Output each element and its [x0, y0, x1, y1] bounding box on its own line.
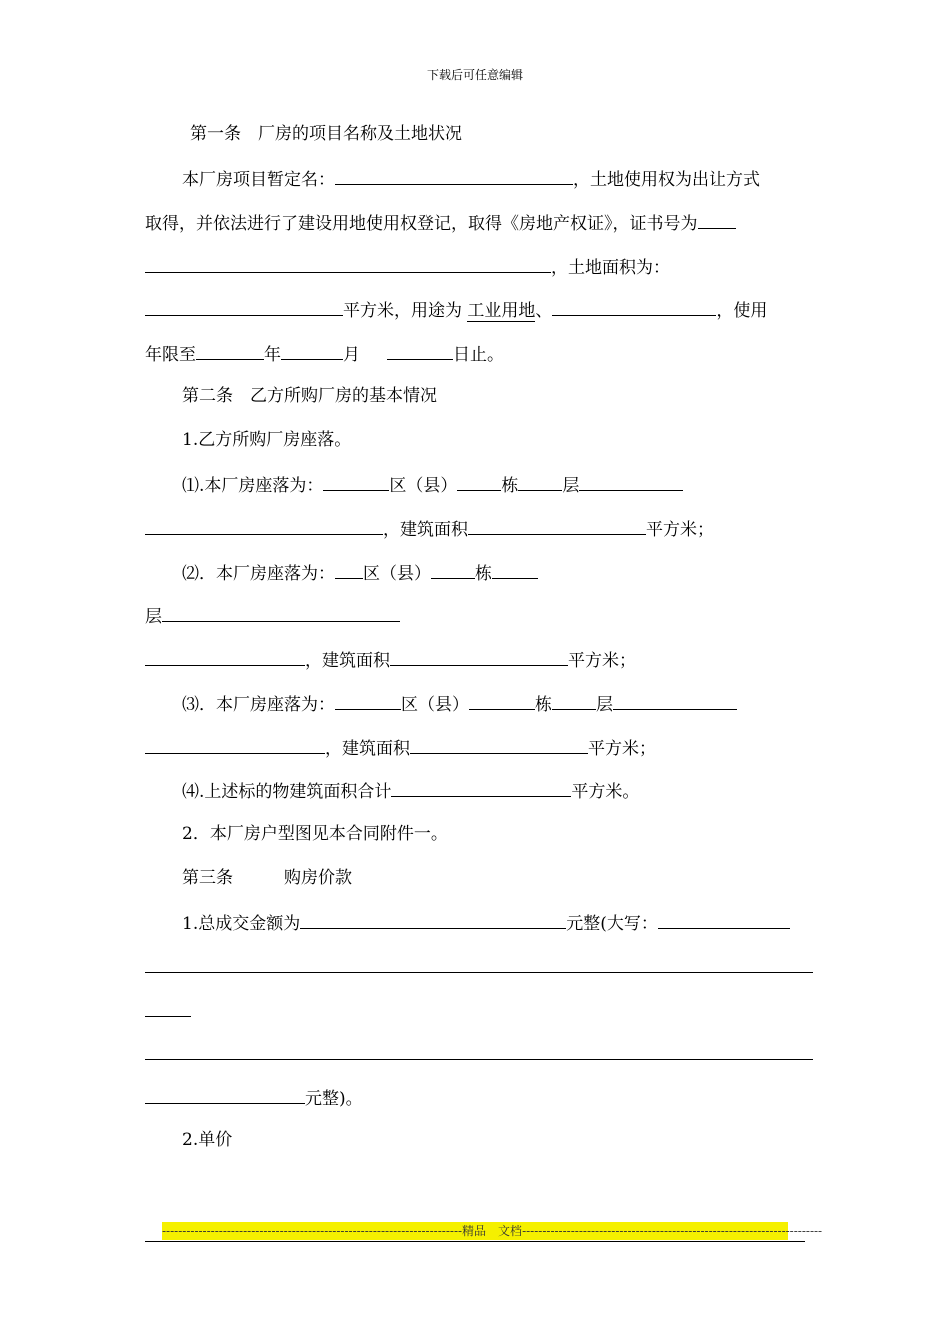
- article-1-line-2: [145, 210, 736, 236]
- label-building: 栋: [501, 476, 519, 496]
- building-blank-3[interactable]: [469, 691, 535, 710]
- article-1-line-3: [145, 254, 670, 280]
- label-floor-area: ，建筑面积: [305, 651, 390, 671]
- label-building: 栋: [475, 564, 492, 584]
- article-1-line-1: [182, 166, 760, 192]
- label-land-area: ，土地面积为：: [551, 258, 670, 278]
- day-blank[interactable]: [387, 341, 453, 360]
- label-term-until: 年限至: [145, 345, 196, 365]
- page-header: 下载后可任意编辑: [426, 68, 523, 82]
- usage-blank[interactable]: [552, 297, 716, 316]
- floor-blank-3[interactable]: [552, 691, 596, 710]
- footer-banner: [162, 1222, 823, 1240]
- label-floor: 层: [562, 476, 580, 496]
- land-area-blank[interactable]: [145, 297, 343, 316]
- article-3-title: 第三条 购房价款: [182, 868, 352, 888]
- article-1-line-4: [145, 297, 767, 323]
- label-floor-area: ，建筑面积: [383, 520, 468, 540]
- location-1-line-1: [182, 472, 683, 498]
- label-year: 年: [264, 345, 281, 365]
- footer-dashes-left: --------------------------------------------------------------------------: [162, 1224, 463, 1238]
- label-district: 区（县）: [401, 695, 469, 715]
- room-blank-1[interactable]: [579, 472, 683, 491]
- uppercase-blank-end[interactable]: [145, 1085, 305, 1104]
- unit-price-heading: 2.单价: [182, 1130, 233, 1150]
- floor-blank-2[interactable]: [492, 560, 538, 579]
- label-location-3: ⑶．本厂房座落为：: [182, 695, 335, 715]
- label-use-term: ，使用: [716, 301, 768, 321]
- label-month: 月: [343, 345, 360, 365]
- uppercase-end-line: [145, 1085, 363, 1111]
- district-blank-3[interactable]: [335, 691, 401, 710]
- room-blank-3[interactable]: [613, 691, 737, 710]
- label-location-1: ⑴.本厂房座落为：: [182, 476, 324, 496]
- year-blank[interactable]: [196, 341, 264, 360]
- location-2-line-3: [145, 647, 636, 673]
- article-2-section-1: 1.乙方所购厂房座落。: [182, 430, 352, 450]
- district-blank-2[interactable]: [335, 560, 363, 579]
- usage-industrial: 工业用地: [467, 301, 536, 321]
- certificate-no-blank[interactable]: [698, 210, 736, 229]
- uppercase-blank[interactable]: [658, 910, 790, 929]
- total-price-blank[interactable]: [300, 910, 566, 929]
- label-sqm: 平方米；: [646, 520, 714, 540]
- label-project-name: 本厂房项目暂定名：: [182, 170, 335, 190]
- room-blank-2[interactable]: [162, 603, 400, 622]
- article-1-line-5: [145, 341, 504, 367]
- uppercase-blank-line-1[interactable]: [145, 972, 813, 973]
- building-blank-1[interactable]: [457, 472, 501, 491]
- total-area-line: [182, 778, 639, 804]
- location-3-line-1: [182, 691, 737, 717]
- label-floor: 层: [596, 695, 613, 715]
- district-blank-1[interactable]: [323, 472, 389, 491]
- project-name-blank[interactable]: [335, 166, 573, 185]
- location-2-line-2: [145, 603, 400, 629]
- footer-rule: [145, 1241, 805, 1242]
- label-uppercase: 元整(大写：: [566, 914, 658, 934]
- footer-dashes-right: --------------------------------------------------------------------------: [522, 1224, 823, 1238]
- area-blank-1[interactable]: [468, 516, 646, 535]
- label-sqm-end: 平方米。: [571, 782, 640, 802]
- label-location-2: ⑵．本厂房座落为：: [182, 564, 335, 584]
- total-price-line: [182, 910, 790, 936]
- location-3-line-2: [145, 735, 656, 761]
- uppercase-blank-line-2[interactable]: [145, 1016, 191, 1017]
- label-floor-area: ，建筑面积: [325, 739, 410, 759]
- location-1-line-2: [145, 516, 714, 542]
- label-sqm: 平方米；: [568, 651, 636, 671]
- label-sqm: 平方米；: [588, 739, 656, 759]
- room-blank-1b[interactable]: [145, 516, 383, 535]
- floor-blank-1[interactable]: [518, 472, 562, 491]
- article-2-section-2: 2．本厂房户型图见本合同附件一。: [182, 824, 448, 844]
- building-blank-2[interactable]: [431, 560, 475, 579]
- area-blank-3[interactable]: [410, 735, 588, 754]
- month-blank[interactable]: [281, 341, 343, 360]
- location-2-line-1: [182, 560, 538, 586]
- label-land-right: ，土地使用权为出让方式: [573, 170, 760, 190]
- label-building: 栋: [535, 695, 552, 715]
- footer-label: 精品 文档: [462, 1224, 523, 1238]
- label-usage: 平方米，用途为: [343, 301, 462, 321]
- total-area-blank[interactable]: [391, 778, 571, 797]
- label-yuan-end: 元整)。: [305, 1089, 363, 1109]
- label-floor: 层: [145, 607, 162, 627]
- certificate-no-blank-2[interactable]: [145, 254, 551, 273]
- label-day: 日止。: [453, 345, 505, 365]
- article-2-title: 第二条 乙方所购厂房的基本情况: [182, 386, 437, 406]
- area-blank-2[interactable]: [390, 647, 568, 666]
- label-total-price: 1.总成交金额为: [182, 914, 301, 934]
- room-blank-3b[interactable]: [145, 735, 325, 754]
- room-blank-2b[interactable]: [145, 647, 305, 666]
- label-total-area: ⑷.上述标的物建筑面积合计: [182, 782, 392, 802]
- separator: 、: [535, 301, 553, 321]
- uppercase-blank-line-3[interactable]: [145, 1059, 813, 1060]
- article-1-title: 第一条 厂房的项目名称及土地状况: [190, 124, 462, 144]
- label-district: 区（县）: [363, 564, 431, 584]
- label-certificate: 取得，并依法进行了建设用地使用权登记，取得《房地产权证》，证书号为: [145, 214, 698, 234]
- label-district: 区（县）: [389, 476, 458, 496]
